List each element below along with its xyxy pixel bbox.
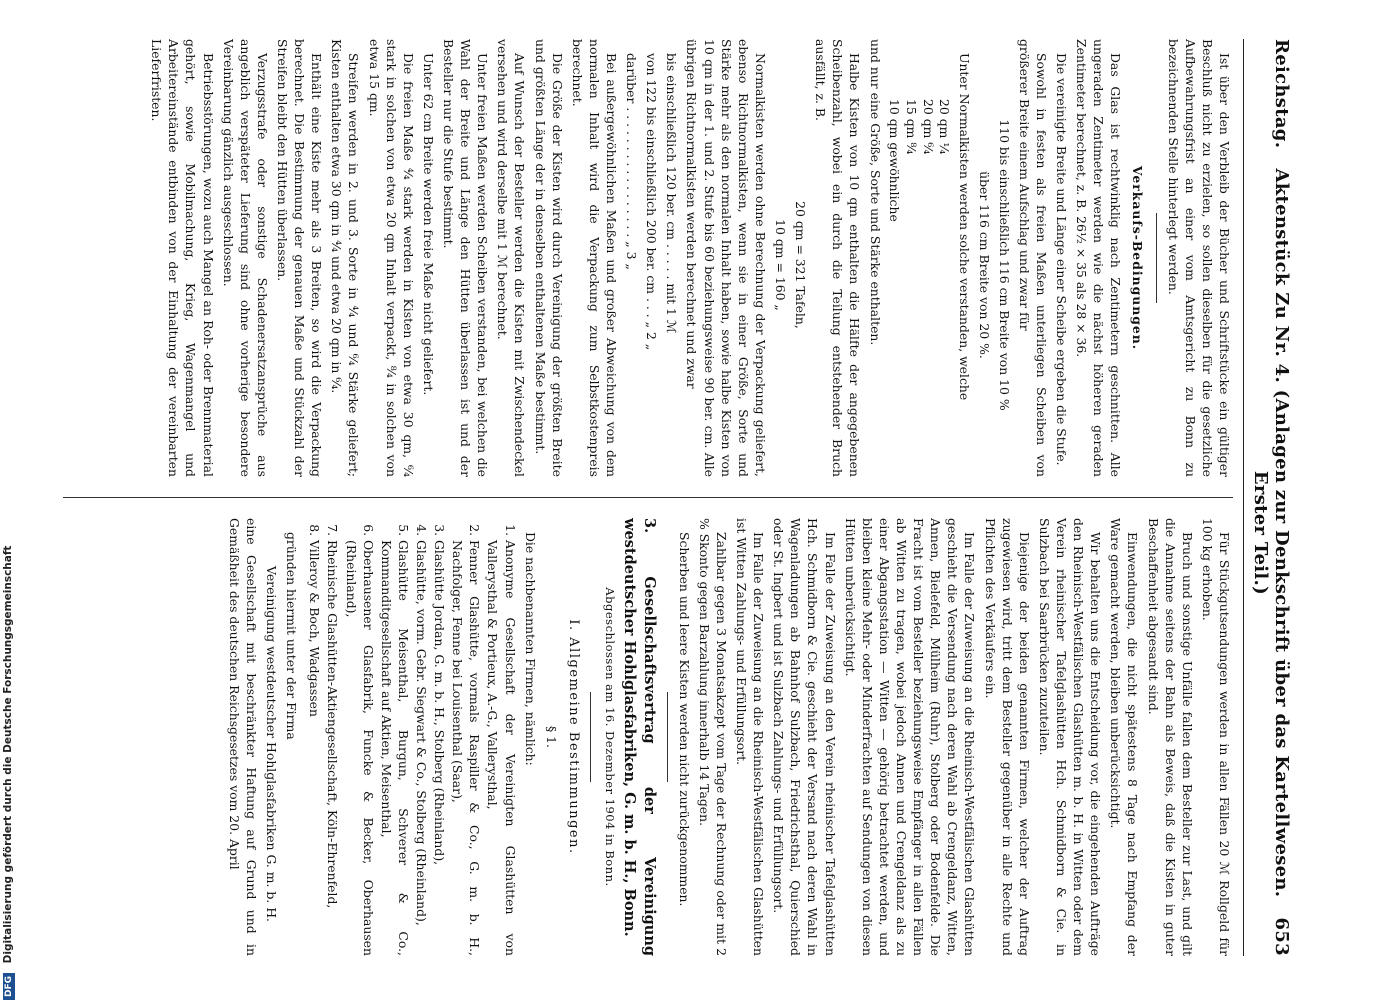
paragraph: Unter Normalkisten werden solche verstanden, welche — [956, 53, 972, 401]
divider — [1156, 213, 1157, 303]
page-header — [1243, 39, 1292, 956]
firm-list — [306, 518, 518, 956]
contract-title — [619, 518, 659, 956]
paragraph: von 122 bis einschließlich 200 ber. cm . . . „ 2 „ — [644, 53, 660, 351]
list-item: 5. Glashütte Meisenthal, Burgun, Schverer & Co., Kommanditgesellschaft auf Aktien, Meisenthal, — [378, 540, 412, 956]
list-item: 7. Rheinische Glashütten-Aktiengesellschaft, Köln-Ehrenfeld, — [324, 540, 341, 956]
paragraph: Zahlbar gegen 3 Monatsakzept vom Tage der Rechnung oder mit 2 % Skonto gegen Barzahlung innerhalb 14 Tagen. — [696, 518, 729, 956]
section-title: Verkaufs-Bedingungen. — [1129, 165, 1145, 351]
list-item: 6. Oberhausener Glasfabrik, Funcke & Becker, Oberhausen (Rheinland), — [343, 540, 377, 956]
contract-date: Abgeschlossen am 16. Dezember 1904 in Bonn. — [602, 587, 617, 887]
paragraph: Die Größe der Kisten wird durch Vereinigung der größten Breite und größten Länge der in denselben enthaltenen Maße bestimmt. — [532, 39, 565, 477]
paragraph: Die freien Maße ⁴⁄₄ stark werden in Kisten von etwa 30 qm, ⁶⁄₄ stark in solchen von etwa 20 qm Inhalt verpackt, ⁸⁄₄ in solchen von etwa 15 qm. — [366, 39, 416, 477]
part-heading: I. Allgemeine Bestimmungen. — [565, 619, 581, 855]
paragraph: Enthält eine Kiste mehr als 3 Breiten, so wird die Verpackung berechnet. Die Bestimmung der genauen Maße und Stückzahl der Streifen bleibt den Hütten überlassen. — [275, 39, 325, 477]
list-item: 3. Glashütte Jordan, G. m. b. H., Stolberg (Rheinland), — [431, 540, 448, 956]
paragraph: und nur eine Größe, Sorte und Stärke enthalten. — [867, 39, 883, 346]
paragraph: 10 qm = 160 „ — [772, 219, 788, 311]
header-left: Reichstag. — [1271, 39, 1292, 149]
paragraph: Unter freien Maßen werden Scheiben verstanden, bei welchen die Wahl der Breite und Länge den Hütten überlassen ist und der Besteller nur die Stufe bestimmt. — [441, 39, 491, 477]
paragraph: Auf Wunsch der Besteller werden die Kisten mit Zwischendeckel versehen und wird derselbe mit 1 ℳ berechnet. — [495, 39, 528, 477]
paragraph: Betriebsstörungen, wozu auch Mangel an Roh- oder Brennmaterial gehört, sowie Mobilmachung, Krieg, Wagenmangel und Arbeitereinstände entbinden von der Einhaltung der vereinbarten Lieferfristen. — [149, 39, 216, 477]
paragraph: darüber . . . . . . . . . . . . . . . . . „ 3 „ — [624, 53, 640, 270]
paragraph: Bei außergewöhnlichen Maßen und großer Abweichung von dem normalen Inhalt wird die Verpackung zum Selbstkostenpreis berechnet. — [569, 39, 619, 477]
paragraph: eine Gesellschaft mit beschränkter Haftung auf Grund und in Gemäßheit des deutschen Reichsgesetzes vom 20. April — [226, 518, 260, 956]
paragraph: 110 bis einschließlich 116 cm Breite von 10 % — [996, 119, 1012, 411]
paragraph: Sowohl in festen als freien Maßen unterliegen Scheiben von größerer Breite einem Aufschlag und zwar für — [1016, 39, 1050, 477]
paragraph: Streifen werden in 2. und 3. Sorte in ⁴⁄₄ und ⁶⁄₄ Stärke geliefert; Kisten enthalten etwa 30 qm in ⁴⁄₄ und etwa 20 qm in ⁶⁄₄. — [329, 39, 362, 477]
company-name: Vereinigung westdeutscher Hohlglasfabriken G. m. b. H. — [264, 566, 280, 922]
size-item: 10 qm gewöhnliche — [887, 99, 903, 222]
paragraph-sign: § 1. — [543, 726, 559, 748]
list-item: 4. Glashütte, vorm. Gebr. Siegwart & Co., Stolberg (Rheinland), — [413, 540, 430, 956]
document-page — [45, 15, 1310, 980]
list-item: 1. Anonyme Gesellschaft der Vereinigten Glashütten von Vallerysthal & Portieux, A.-G., Vallerysthal, — [484, 540, 518, 956]
size-item: 20 qm ⁶⁄₄ — [920, 99, 936, 155]
paragraph: über 116 cm Breite von 20 %. — [976, 171, 992, 359]
contract-number: 3. — [640, 518, 658, 534]
list-item: 2. Fenner Glashütte, vormals Raspiller & Co., G. m. b. H., Nachfolger, Fenne bei Louisenthal (Saar), — [449, 540, 483, 956]
text-columns — [63, 39, 1233, 956]
paragraph: Halbe Kisten von 10 qm enthalten die Hälfte der angegebenen Scheibenzahl, wobei ein durch die Teilung entstehender Bruch ausfällt, z. B. — [813, 39, 863, 477]
paragraph: 20 qm = 321 Tafeln, — [793, 201, 809, 329]
paragraph: gründen hiermit unter der Firma — [284, 532, 300, 740]
paragraph: Im Falle der Zuweisung an die Rheinisch-Westfälischen Glashütten geschieht die Versendung nach deren Wahl ab Crengeldanz, Witten, Annen, Bielefeld, Mülheim (Ruhr), Stolberg oder Bodenfelde. Die Fracht ist vom Besteller beziehungsweise Empfänger in allen Fällen ab Witten zu tragen, wobei jedoch Annen und Crengeldanz als zu einer Abgangsstation — Witten — gehörig betrachtet werden, und bleiben kleine Mehr- oder Minderfrachten auf Sendungen von diesen Hütten unberücksichtigt. — [842, 518, 978, 956]
paragraph: Unter 62 cm Breite werden freie Maße nicht geliefert. — [420, 53, 436, 396]
paragraph: Bruch und sonstige Unfälle fallen dem Besteller zur Last, und gilt die Annahme seitens der Bahn als Beweis, daß die Kisten in guter Beschaffenheit abgesandt sind. — [1145, 518, 1195, 956]
funding-note — [2, 520, 15, 1000]
intro-paragraph: Ist über den Verbleib der Bücher und Schriftstücke ein gültiger Beschluß nicht zu erzielen, so sollen dieselben für die gesetzliche Aufbewahrungsfrist an einer vom Amtsgericht zu Bonn zu bezeichnenden Stelle hinterlegt werden. — [1165, 39, 1232, 477]
firms-intro: Die nachbenannten Firmen, nämlich: — [522, 532, 538, 766]
divider — [590, 692, 591, 782]
paragraph: Einwendungen, die nicht spätestens 8 Tage nach Empfang der Ware gemacht werden, bleiben unberücksichtigt. — [1108, 518, 1141, 956]
left-column — [63, 39, 1233, 477]
contract-title-text: Gesellschaftsvertrag der Vereinigung westdeutscher Hohlglasfabriken, G. m. b. H., Bonn. — [620, 518, 658, 956]
paragraph: Scherben und leere Kisten werden nicht zurückgenommen. — [676, 532, 692, 907]
size-item: 20 qm ¼ — [937, 99, 953, 155]
paragraph: Das Glas ist rechtwinklig nach Zentimetern geschnitten. Alle ungeraden Zentimeter werden wie die nächst höheren geraden Zentimeter berechnet, z. B. 26½ × 35 als 28 × 36. — [1074, 39, 1124, 477]
list-item: 8. Villeroy & Boch, Wadgassen — [306, 540, 323, 956]
paragraph: bis einschließlich 120 ber. cm . . . . . mit 1 ℳ — [664, 53, 680, 334]
paragraph: Im Falle der Zuweisung an den Verein rheinischer Tafelglashütten Hch. Schmidborn & Cie. geschieht der Versand nach deren Wahl in Wagenladungen ab Bahnhof Sulzbach, Friedrichsthal, Quierschied oder St. Ingbert und ist Sulzbach Zahlungs- und Erfüllungsort. — [771, 518, 838, 956]
paragraph: Wir behalten uns die Entscheidung vor, die eingehenden Aufträge den Rheinisch-Westfälischen Glashütten m. b. H. in Witten oder dem Verein rheinischer Tafelglashütten Hch. Schmidborn & Cie. in Sulzbach bei Saarbrücken zuzuteilen. — [1036, 518, 1104, 956]
page-number: 653 — [1271, 917, 1292, 956]
funding-text: Digitalisierung gefördert durch die Deutsche Forschungsgemeinschaft — [2, 545, 14, 964]
paragraph: Für Stückgutsendungen werden in allen Fällen 20 ℳ Rollgeld für 100 kg erhoben. — [1199, 518, 1232, 956]
dfg-logo: DFG — [3, 973, 15, 1000]
right-column — [63, 518, 1233, 956]
divider — [667, 692, 668, 782]
paragraph: Im Falle der Zuweisung an die Rheinisch-Westfälischen Glashütten ist Witten Zahlungs- und Erfüllungsort. — [734, 518, 767, 956]
size-list — [886, 99, 953, 477]
paragraph: Verzugsstrafe oder sonstige Schadenersatzansprüche aus angeblich verspäteter Lieferung sind ohne vorherige besondere Vereinbarung gänzlich ausgeschlossen. — [220, 39, 270, 477]
column-divider — [63, 497, 1233, 498]
paragraph: Diejenige der beiden genannten Firmen, welcher der Auftrag zugewiesen wird, tritt dem Besteller gegenüber in alle Rechte und Pflichten des Verkäufers ein. — [982, 518, 1032, 956]
header-title: Aktenstück Zu Nr. 4. (Anlagen zur Denkschrift über das Kartellwesen. Erster Teil.) — [1250, 168, 1292, 898]
paragraph: Die vereinigte Breite und Länge einer Scheibe ergeben die Stufe. — [1054, 53, 1070, 466]
size-item: 15 qm ⁸⁄₄ — [904, 99, 919, 155]
paragraph: Normalkisten werden ohne Berechnung der Verpackung geliefert, ebenso Richtnormalkisten, wenn sie in einer Größe, Sorte und Stärke mehr als den normalen Inhalt haben, sowie halbe Kisten von 10 qm in der 1. und 2. Stufe bis 60 beziehungsweise 90 ber. cm. Alle übrigen Richtnormalkisten werden berechnet und zwar — [684, 39, 768, 477]
